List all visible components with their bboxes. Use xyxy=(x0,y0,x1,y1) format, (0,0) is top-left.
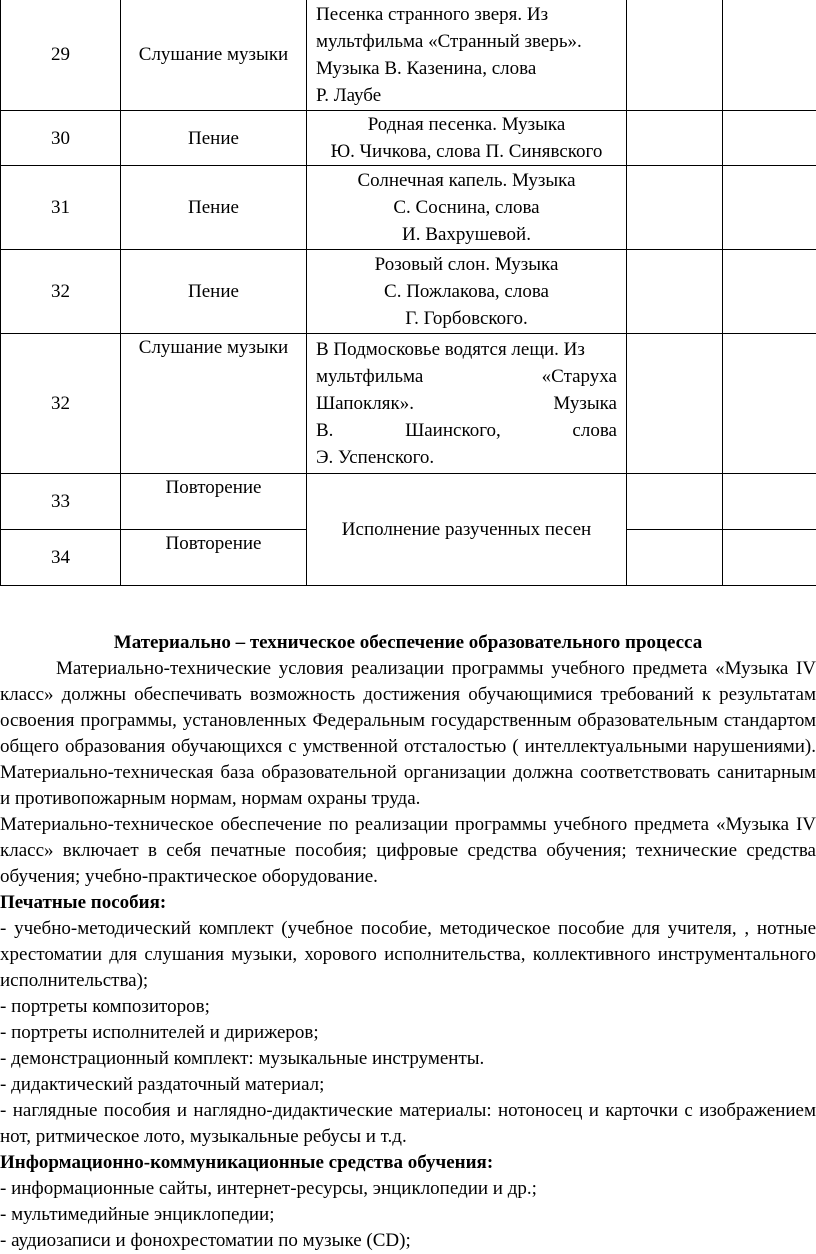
document-body xyxy=(0,630,816,1254)
lesson-number: 31 xyxy=(1,166,121,250)
table-row xyxy=(1,474,816,530)
empty-cell xyxy=(627,530,723,586)
lesson-type: Пение xyxy=(121,166,307,250)
list-item: - мультимедийные энциклопедии; xyxy=(0,1202,816,1228)
table-row xyxy=(1,111,816,166)
lesson-number: 32 xyxy=(1,250,121,334)
empty-cell xyxy=(723,334,816,474)
empty-cell xyxy=(627,334,723,474)
empty-cell xyxy=(723,111,816,166)
table-row xyxy=(1,250,816,334)
list-item: - информационные сайты, интернет-ресурсы, энциклопедии и др.; xyxy=(0,1176,816,1202)
lesson-content: В Подмосковье водятся лещи. Из мультфильма «Старуха Шапокляк». Музыка В. Шаинского, слова Э. Успенского. xyxy=(307,334,627,474)
lesson-number: 29 xyxy=(1,0,121,111)
lesson-type: Повторение xyxy=(121,530,307,586)
paragraph: Материально-техническое обеспечение по реализации программы учебного предмета «Музыка IV класс» включает в себя печатные пособия; цифровые средства обучения; технические средства обучения; учебно-практическое оборудование. xyxy=(0,812,816,890)
lesson-plan-table xyxy=(0,0,816,586)
lesson-number: 33 xyxy=(1,474,121,530)
empty-cell xyxy=(627,111,723,166)
empty-cell xyxy=(723,530,816,586)
empty-cell xyxy=(627,474,723,530)
empty-cell xyxy=(627,0,723,111)
subheading-printed-aids: Печатные пособия: xyxy=(0,890,816,916)
list-item: - дидактический раздаточный материал; xyxy=(0,1072,816,1098)
section-heading: Материально – техническое обеспечение образовательного процесса xyxy=(0,630,816,656)
lesson-content-merged: Исполнение разученных песен xyxy=(307,474,627,586)
lesson-type: Пение xyxy=(121,111,307,166)
subheading-ict-means: Информационно-коммуникационные средства обучения: xyxy=(0,1150,816,1176)
list-item: - портреты композиторов; xyxy=(0,994,816,1020)
lesson-type: Повторение xyxy=(121,474,307,530)
lesson-type: Слушание музыки xyxy=(121,334,307,474)
lesson-type: Слушание музыки xyxy=(121,0,307,111)
lesson-content: Песенка странного зверя. Из мультфильма «Странный зверь». Музыка В. Казенина, слова Р. Лаубе xyxy=(307,0,627,111)
empty-cell xyxy=(723,166,816,250)
empty-cell xyxy=(723,474,816,530)
list-item: - демонстрационный комплект: музыкальные инструменты. xyxy=(0,1046,816,1072)
lesson-number: 32 xyxy=(1,334,121,474)
list-item: - наглядные пособия и наглядно-дидактические материалы: нотоносец и карточки с изображением нот, ритмическое лото, музыкальные ребусы и т.д. xyxy=(0,1098,816,1150)
empty-cell xyxy=(723,250,816,334)
empty-cell xyxy=(723,0,816,111)
paragraph: Материально-технические условия реализации программы учебного предмета «Музыка IV класс» должны обеспечивать возможность достижения обучающимися требований к результатам освоения программы, установленных Федеральным государственным образовательным стандартом общего образования обучающихся с умственной отсталостью ( интеллектуальными нарушениями). Материально-техническая база образовательной организации должна соответствовать санитарным и противопожарным нормам, нормам охраны труда. xyxy=(0,656,816,812)
lesson-number: 30 xyxy=(1,111,121,166)
table-row xyxy=(1,0,816,111)
empty-cell xyxy=(627,166,723,250)
list-item: - портреты исполнителей и дирижеров; xyxy=(0,1020,816,1046)
empty-cell xyxy=(627,250,723,334)
lesson-content: Родная песенка. Музыка Ю. Чичкова, слова П. Синявского xyxy=(307,111,627,166)
lesson-type: Пение xyxy=(121,250,307,334)
lesson-content: Розовый слон. Музыка С. Пожлакова, слова Г. Горбовского. xyxy=(307,250,627,334)
list-item: - аудиозаписи и фонохрестоматии по музыке (CD); xyxy=(0,1228,816,1254)
lesson-content: Солнечная капель. Музыка С. Соснина, слова И. Вахрушевой. xyxy=(307,166,627,250)
list-item: - учебно-методический комплект (учебное пособие, методическое пособие для учителя, , нотные хрестоматии для слушания музыки, хорового исполнительства, коллективного инструментального исполнительства); xyxy=(0,916,816,994)
table-row xyxy=(1,166,816,250)
table-row xyxy=(1,334,816,474)
lesson-number: 34 xyxy=(1,530,121,586)
